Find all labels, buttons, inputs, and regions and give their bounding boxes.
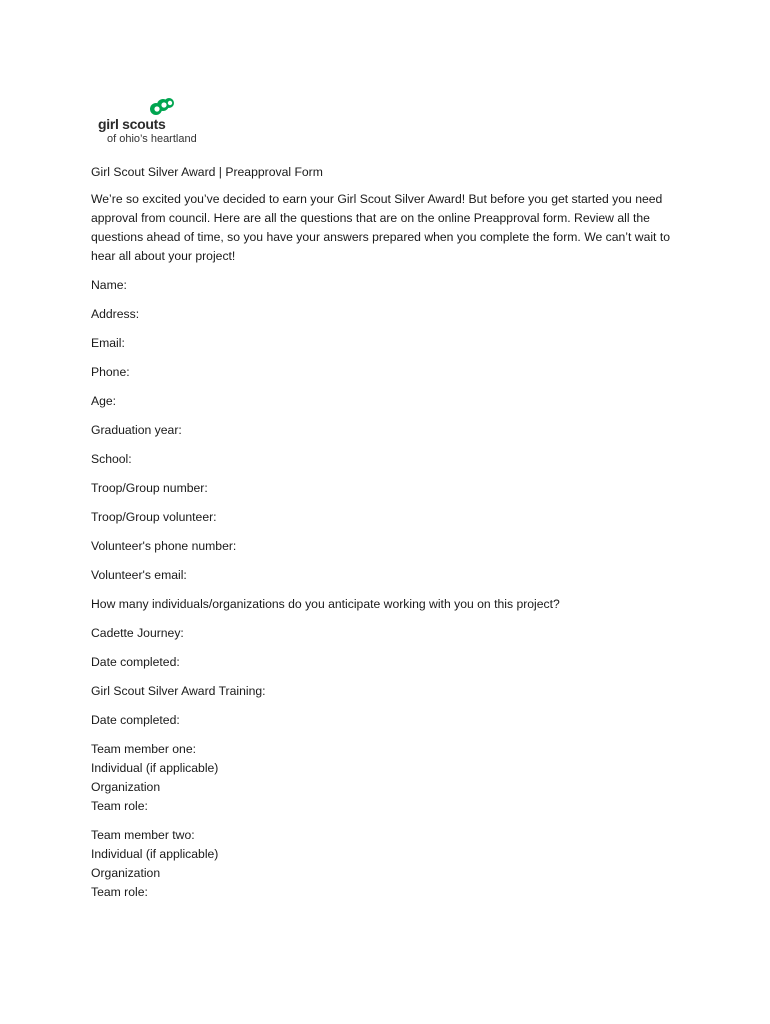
field-name: Name: xyxy=(91,278,127,292)
field-cadette-journey: Cadette Journey: xyxy=(91,626,184,640)
field-phone: Phone: xyxy=(91,365,130,379)
team-member-organization: Organization xyxy=(91,780,161,794)
team-member-role: Team role: xyxy=(91,885,148,899)
field-address: Address: xyxy=(91,307,140,321)
field-school: School: xyxy=(91,452,132,466)
form-title: Girl Scout Silver Award | Preapproval Form xyxy=(91,165,323,179)
field-age: Age: xyxy=(91,394,117,408)
logo-council-name: of ohio’s heartland xyxy=(107,133,197,145)
team-member-heading: Team member two: xyxy=(91,828,195,842)
field-silver-award-training: Girl Scout Silver Award Training: xyxy=(91,684,266,698)
team-member-individual: Individual (if applicable) xyxy=(91,761,219,775)
team-member-one xyxy=(91,740,681,816)
team-member-organization: Organization xyxy=(91,866,161,880)
field-journey-date-completed: Date completed: xyxy=(91,655,180,669)
document-page xyxy=(91,95,681,912)
field-troop-volunteer: Troop/Group volunteer: xyxy=(91,510,217,524)
logo-wordmark: girl scouts xyxy=(98,116,166,132)
field-email: Email: xyxy=(91,336,125,350)
field-training-date-completed: Date completed: xyxy=(91,713,180,727)
field-volunteer-email: Volunteer's email: xyxy=(91,568,187,582)
intro-paragraph: We’re so excited you’ve decided to earn your Girl Scout Silver Award! But before you get started you need approval from council. Here are all the questions that are on the online Preapproval form. Review all the questions ahead of time, so you have your answers prepared when you complete the form. We can’t wait to hear all about your project! xyxy=(91,192,670,263)
field-troop-number: Troop/Group number: xyxy=(91,481,208,495)
team-member-role: Team role: xyxy=(91,799,148,813)
team-member-two xyxy=(91,826,681,902)
girl-scouts-logo xyxy=(91,95,216,150)
team-member-individual: Individual (if applicable) xyxy=(91,847,219,861)
field-anticipated-partners: How many individuals/organizations do you anticipate working with you on this project? xyxy=(91,597,560,611)
team-member-heading: Team member one: xyxy=(91,742,196,756)
field-graduation-year: Graduation year: xyxy=(91,423,182,437)
field-volunteer-phone: Volunteer's phone number: xyxy=(91,539,237,553)
